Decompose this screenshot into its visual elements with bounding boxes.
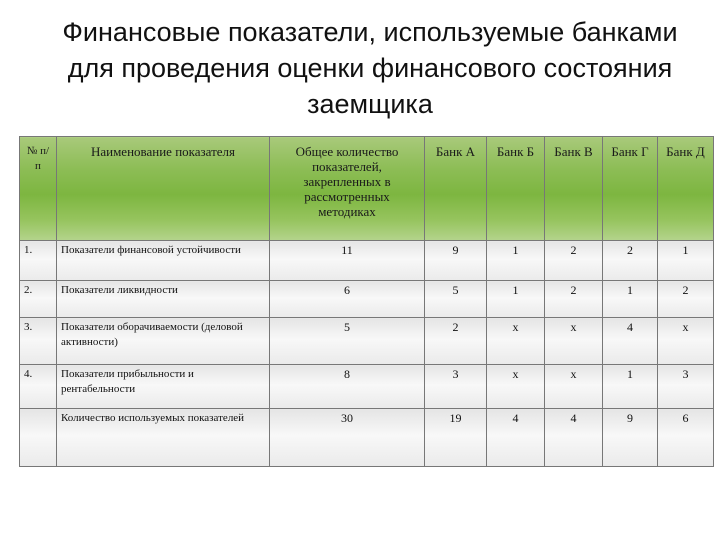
row-bank-b: 1 — [487, 241, 545, 281]
table-row — [20, 241, 714, 281]
row-bank-d: х — [658, 318, 714, 365]
row-bank-a: 9 — [425, 241, 487, 281]
header-bank-a: Банк А — [425, 137, 487, 241]
row-total-count: 8 — [270, 365, 425, 409]
header-total-count: Общее количество показателей, закрепленных в рассмотренных методиках — [270, 137, 425, 241]
row-bank-v: х — [545, 365, 603, 409]
row-number: 4. — [20, 365, 57, 409]
row-total-count: 30 — [270, 409, 425, 467]
table-row — [20, 281, 714, 318]
row-indicator-name: Показатели прибыльности и рентабельности — [57, 365, 270, 409]
table-row — [20, 365, 714, 409]
row-bank-a: 2 — [425, 318, 487, 365]
row-bank-v: 2 — [545, 281, 603, 318]
row-bank-g: 2 — [603, 241, 658, 281]
row-bank-b: х — [487, 318, 545, 365]
row-total-count: 5 — [270, 318, 425, 365]
row-bank-g: 1 — [603, 365, 658, 409]
row-number: 2. — [20, 281, 57, 318]
row-bank-a: 3 — [425, 365, 487, 409]
row-bank-d: 3 — [658, 365, 714, 409]
row-total-count: 6 — [270, 281, 425, 318]
header-bank-d: Банк Д — [658, 137, 714, 241]
row-bank-b: 1 — [487, 281, 545, 318]
table-row — [20, 318, 714, 365]
row-bank-a: 5 — [425, 281, 487, 318]
row-total-count: 11 — [270, 241, 425, 281]
financial-indicators-table — [19, 136, 714, 467]
row-bank-v: 2 — [545, 241, 603, 281]
header-indicator-name: Наименование показателя — [57, 137, 270, 241]
row-bank-b: 4 — [487, 409, 545, 467]
table-header-row — [20, 137, 714, 241]
row-bank-g: 4 — [603, 318, 658, 365]
row-bank-a: 19 — [425, 409, 487, 467]
row-bank-b: х — [487, 365, 545, 409]
row-bank-g: 9 — [603, 409, 658, 467]
row-bank-d: 6 — [658, 409, 714, 467]
row-number: 3. — [20, 318, 57, 365]
header-bank-g: Банк Г — [603, 137, 658, 241]
header-number: № п/п — [20, 137, 57, 241]
header-bank-v: Банк В — [545, 137, 603, 241]
row-indicator-name: Показатели ликвидности — [57, 281, 270, 318]
row-number: 1. — [20, 241, 57, 281]
row-indicator-name: Показатели финансовой устойчивости — [57, 241, 270, 281]
slide-title: Финансовые показатели, используемые банками для проведения оценки финансового состояния заемщика — [62, 17, 678, 119]
header-bank-b: Банк Б — [487, 137, 545, 241]
row-number — [20, 409, 57, 467]
table-row-total — [20, 409, 714, 467]
row-indicator-name: Количество используемых показателей — [57, 409, 270, 467]
row-bank-g: 1 — [603, 281, 658, 318]
row-bank-d: 1 — [658, 241, 714, 281]
row-indicator-name: Показатели оборачиваемости (деловой активности) — [57, 318, 270, 365]
row-bank-v: 4 — [545, 409, 603, 467]
row-bank-v: х — [545, 318, 603, 365]
row-bank-d: 2 — [658, 281, 714, 318]
